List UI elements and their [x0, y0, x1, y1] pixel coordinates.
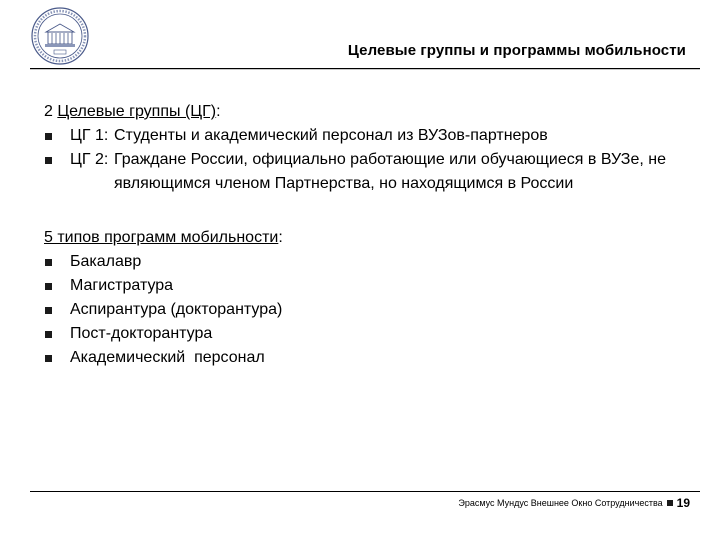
slide-content	[44, 100, 684, 370]
list-item	[44, 274, 684, 298]
bullet-square-icon	[45, 133, 52, 140]
bullet-square-icon	[45, 331, 52, 338]
page-title: Целевые группы и программы мобильности	[347, 42, 686, 59]
footer	[458, 496, 690, 510]
list-item	[44, 148, 684, 196]
title-divider	[30, 68, 700, 69]
list-item	[44, 322, 684, 346]
bullet-square-icon	[45, 283, 52, 290]
programs-heading-label: 5 типов программ мобильности	[44, 229, 279, 246]
target-groups-list	[44, 124, 684, 196]
program-label: Пост-докторантура	[70, 325, 213, 342]
footer-text: Эрасмус Мундус Внешнее Окно Сотрудничества	[458, 498, 663, 508]
programs-list	[44, 250, 684, 370]
page-number: 19	[676, 496, 690, 510]
program-label: Бакалавр	[70, 253, 142, 270]
footer-square-icon	[667, 500, 673, 506]
list-item	[44, 250, 684, 274]
target-groups-heading	[44, 100, 684, 124]
bullet-square-icon	[45, 157, 52, 164]
target-groups-heading-colon: :	[216, 103, 221, 120]
target-group-code: ЦГ 1:	[70, 127, 109, 144]
target-group-text: Студенты и академический персонал из ВУЗов-партнеров	[114, 127, 548, 144]
bullet-square-icon	[45, 259, 52, 266]
target-groups-heading-label: Целевые группы (ЦГ)	[57, 103, 217, 120]
target-group-text: Граждане России, официально работающие или обучающиеся в ВУЗе, не являющимся членом Партнерства, но находящимся в России	[114, 151, 666, 192]
target-group-code: ЦГ 2:	[70, 151, 109, 168]
program-label: Аспирантура (докторантура)	[70, 301, 283, 318]
list-item	[44, 346, 684, 370]
programs-heading	[44, 226, 684, 250]
university-seal-icon	[30, 6, 90, 66]
program-label: Магистратура	[70, 277, 174, 294]
list-item	[44, 298, 684, 322]
programs-heading-colon: :	[278, 229, 283, 246]
bullet-square-icon	[45, 307, 52, 314]
footer-divider	[30, 491, 700, 492]
list-item	[44, 124, 684, 148]
bullet-square-icon	[45, 355, 52, 362]
target-groups-heading-prefix: 2	[44, 103, 58, 120]
program-label: Академический персонал	[70, 349, 265, 366]
